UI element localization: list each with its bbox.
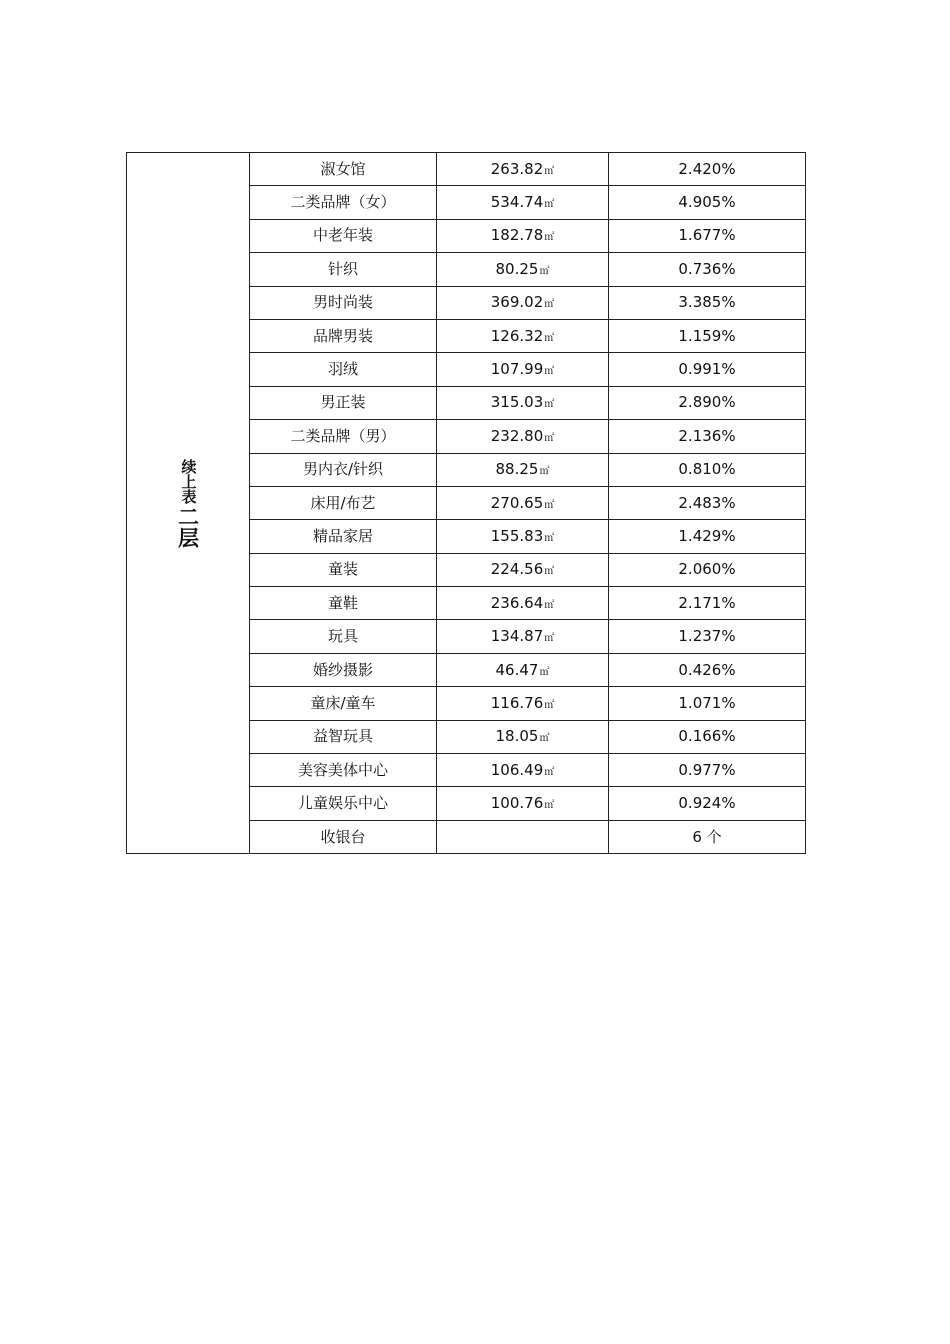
category-ratio: 1.677% <box>609 219 806 252</box>
section-label <box>127 459 249 548</box>
category-area <box>437 620 609 653</box>
category-ratio: 0.426% <box>609 653 806 686</box>
category-area <box>437 453 609 486</box>
area-value: 116.76 <box>490 693 544 712</box>
area-unit: ㎡ <box>544 299 555 311</box>
area-unit: ㎡ <box>544 566 555 578</box>
area-value: 236.64 <box>490 593 544 612</box>
category-area <box>437 253 609 286</box>
area-value: 232.80 <box>490 426 544 445</box>
area-unit: ㎡ <box>539 733 550 745</box>
area-unit: ㎡ <box>544 399 555 411</box>
table-body <box>127 153 806 854</box>
category-name: 益智玩具 <box>250 720 437 753</box>
category-area <box>437 653 609 686</box>
area-value: 46.47 <box>495 660 539 679</box>
category-name: 童装 <box>250 553 437 586</box>
category-name: 男正装 <box>250 386 437 419</box>
area-unit: ㎡ <box>544 332 555 344</box>
category-ratio: 0.977% <box>609 754 806 787</box>
category-ratio: 1.159% <box>609 319 806 352</box>
area-value: 155.83 <box>490 526 544 545</box>
area-value: 88.25 <box>495 460 539 479</box>
category-ratio: 2.171% <box>609 587 806 620</box>
category-ratio: 2.420% <box>609 153 806 186</box>
area-value: 224.56 <box>490 560 544 579</box>
category-ratio: 0.166% <box>609 720 806 753</box>
area-unit: ㎡ <box>544 499 555 511</box>
category-area <box>437 553 609 586</box>
area-value: 80.25 <box>495 259 539 278</box>
category-name: 针织 <box>250 253 437 286</box>
category-name: 婚纱摄影 <box>250 653 437 686</box>
area-value: 270.65 <box>490 493 544 512</box>
category-name: 收银台 <box>250 820 437 853</box>
category-area <box>437 219 609 252</box>
section-label-cell <box>127 153 250 854</box>
category-area <box>437 153 609 186</box>
area-value: 369.02 <box>490 293 544 312</box>
category-area <box>437 520 609 553</box>
category-area <box>437 486 609 519</box>
category-name: 羽绒 <box>250 353 437 386</box>
category-ratio: 2.136% <box>609 420 806 453</box>
area-unit: ㎡ <box>544 800 555 812</box>
category-ratio: 0.924% <box>609 787 806 820</box>
area-value: 106.49 <box>490 760 544 779</box>
area-unit: ㎡ <box>539 265 550 277</box>
area-unit: ㎡ <box>544 366 555 378</box>
category-ratio: 1.071% <box>609 687 806 720</box>
area-unit: ㎡ <box>544 633 555 645</box>
category-area <box>437 353 609 386</box>
category-ratio: 0.736% <box>609 253 806 286</box>
category-area <box>437 286 609 319</box>
table-row <box>127 153 806 186</box>
area-value: 182.78 <box>490 226 544 245</box>
category-name: 二类品牌（男） <box>250 420 437 453</box>
area-unit: ㎡ <box>544 165 555 177</box>
category-name: 玩具 <box>250 620 437 653</box>
section-floor: 二层 <box>175 505 201 548</box>
area-unit: ㎡ <box>544 199 555 211</box>
category-name: 中老年装 <box>250 219 437 252</box>
area-value: 107.99 <box>490 360 544 379</box>
category-ratio: 3.385% <box>609 286 806 319</box>
area-unit: ㎡ <box>539 666 550 678</box>
category-name: 品牌男装 <box>250 319 437 352</box>
area-unit: ㎡ <box>544 699 555 711</box>
category-name: 儿童娱乐中心 <box>250 787 437 820</box>
area-value: 134.87 <box>490 627 544 646</box>
category-area <box>437 820 609 853</box>
area-unit: ㎡ <box>539 466 550 478</box>
category-area <box>437 186 609 219</box>
category-area <box>437 420 609 453</box>
category-name: 童床/童车 <box>250 687 437 720</box>
category-name: 童鞋 <box>250 587 437 620</box>
area-value: 263.82 <box>490 159 544 178</box>
category-name: 男内衣/针织 <box>250 453 437 486</box>
category-ratio: 6 个 <box>609 820 806 853</box>
category-area <box>437 754 609 787</box>
floor-area-table <box>126 152 806 854</box>
area-value: 126.32 <box>490 326 544 345</box>
area-unit: ㎡ <box>544 432 555 444</box>
category-ratio: 1.237% <box>609 620 806 653</box>
area-unit: ㎡ <box>544 232 555 244</box>
category-name: 二类品牌（女） <box>250 186 437 219</box>
category-ratio: 0.810% <box>609 453 806 486</box>
category-area <box>437 587 609 620</box>
category-ratio: 1.429% <box>609 520 806 553</box>
category-area <box>437 720 609 753</box>
area-unit: ㎡ <box>544 532 555 544</box>
category-area <box>437 386 609 419</box>
category-ratio: 0.991% <box>609 353 806 386</box>
category-area <box>437 319 609 352</box>
category-name: 淑女馆 <box>250 153 437 186</box>
category-ratio: 2.483% <box>609 486 806 519</box>
area-unit: ㎡ <box>544 766 555 778</box>
category-area <box>437 687 609 720</box>
category-ratio: 2.060% <box>609 553 806 586</box>
area-value: 18.05 <box>495 727 539 746</box>
category-name: 美容美体中心 <box>250 754 437 787</box>
area-value: 534.74 <box>490 193 544 212</box>
category-name: 男时尚装 <box>250 286 437 319</box>
category-name: 精品家居 <box>250 520 437 553</box>
section-prefix: 续上表 <box>179 458 198 504</box>
area-value: 100.76 <box>490 794 544 813</box>
category-ratio: 2.890% <box>609 386 806 419</box>
category-name: 床用/布艺 <box>250 486 437 519</box>
area-value: 315.03 <box>490 393 544 412</box>
category-ratio: 4.905% <box>609 186 806 219</box>
category-area <box>437 787 609 820</box>
area-unit: ㎡ <box>544 599 555 611</box>
